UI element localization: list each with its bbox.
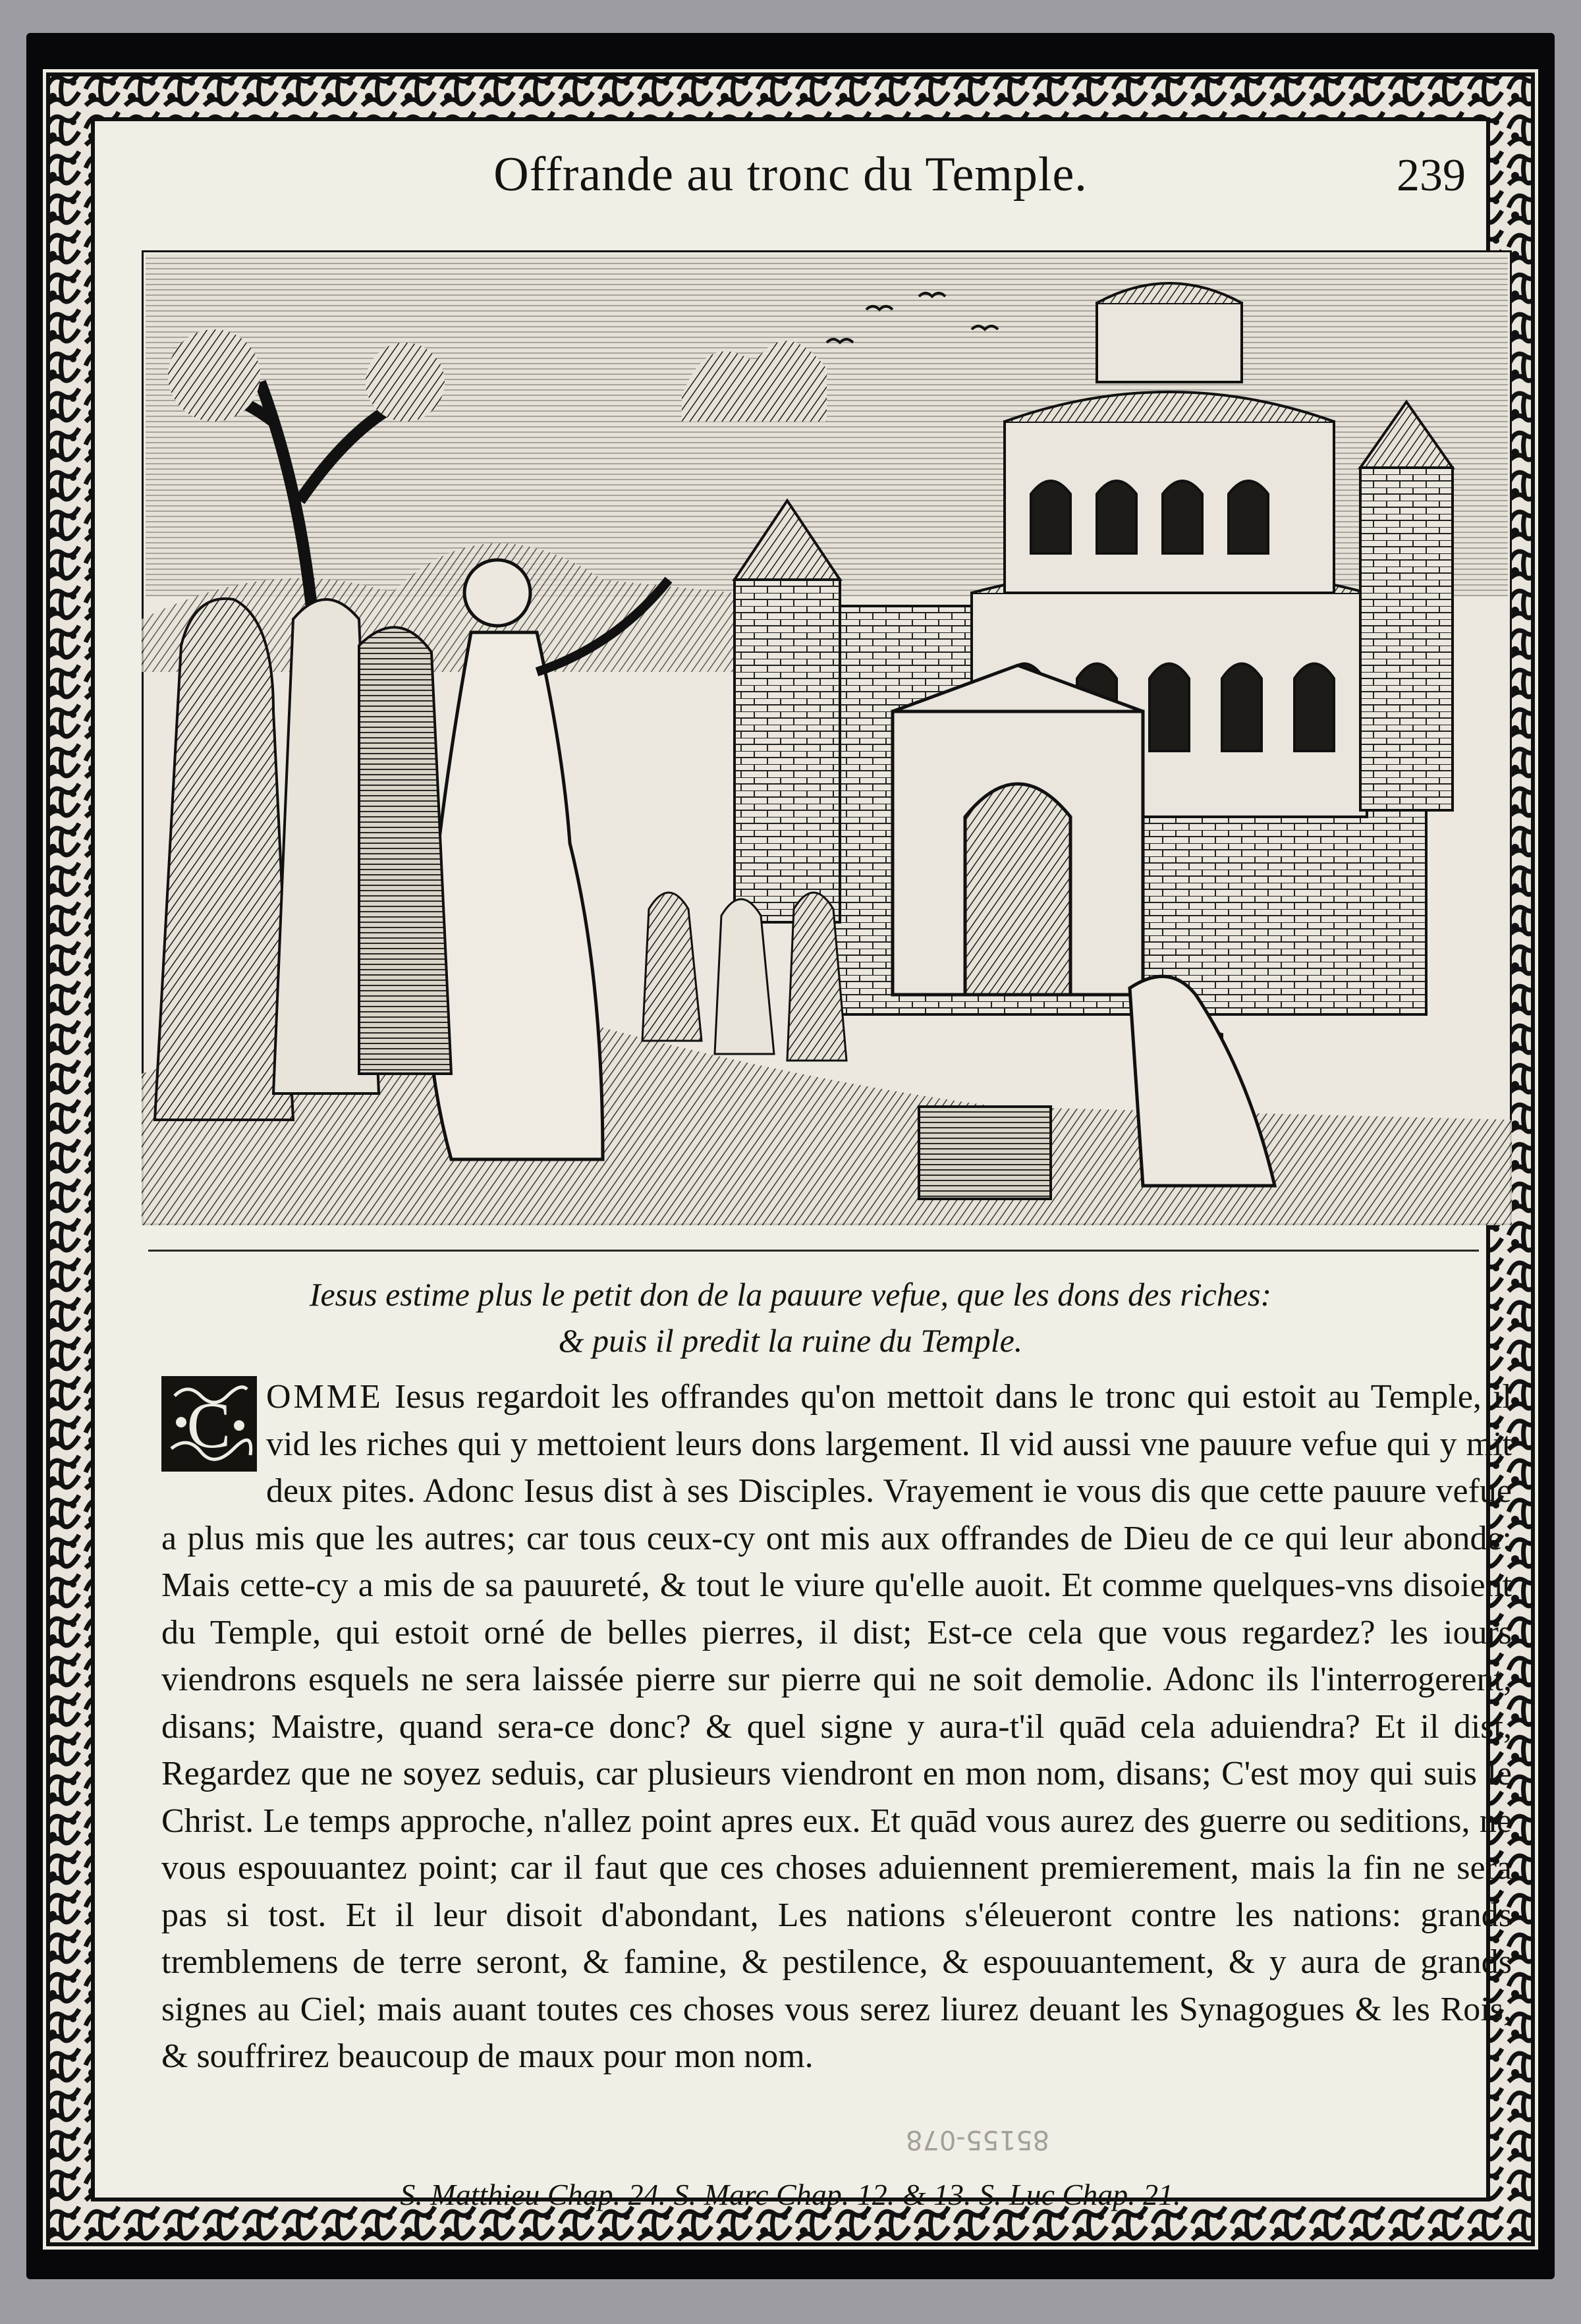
page-inner [96,122,1512,2211]
page-number: 239 [1397,150,1466,201]
page-title: Offrande au tronc du Temple. [493,148,1088,202]
ornamental-dropcap [161,1376,257,1472]
separator-rule [148,1250,1479,1252]
opening-word: OMME [266,1378,383,1416]
caption-line-2: & puis il predit la ruine du Temple. [558,1322,1023,1359]
printed-page [43,69,1538,2250]
caption-line-1: Iesus estime plus le petit don de la pauure vefue, que les dons des riches: [309,1276,1272,1313]
scripture-references: S. Matthieu Chap. 24. S. Marc Chap. 12. & 13. S. Luc Chap. 21. [400,2178,1181,2211]
body-text: Iesus regardoit les offrandes qu'on mettoit dans le tronc qui estoit au Temple, il vid les riches qui y mettoient leurs dons largement. Il vid aussi vne pauure vefue qui y mit deux pites. Adonc Iesus dist à ses Disciples. Vrayement ie vous dis que cette pauure vefue a plus mis que les autres; car tous ceux-cy ont mis aux offrandes de Dieu de ce qui leur abonde: Mais cette-cy a mis de sa pauureté, & tout le viure qu'elle auoit. Et comme quelques-vns disoient du Temple, qui estoit orné de belles pierres, il dist; Est-ce cela que vous regardez? les iours viendrons esquels ne sera laissée pierre sur pierre qui ne soit demolie. Adonc ils l'interrogerent, disans; Maistre, quand sera-ce donc? & quel signe y aura-t'il quād cela aduiendra? Et il dist, Regardez que ne soyez seduis, car plusieurs viendront en mon nom, disans; C'est moy qui suis le Christ. Le temps approche, n'allez point apres eux. Et quād vous aurez des guerre ou seditions, ne vous espouuantez point; car il faut que ces choses aduiennent premierement, mais la fin ne sera pas si tost. Et il leur disoit d'abondant, Les nations s'éleueront contre les nations: grands tremblemens de terre seront, & famine, & pestilence, & espouuantement, & y aura de grands signes au Ciel; mais auant toutes ces choses vous serez liurez deuant les Synagogues & les Rois, & souffrirez beaucoup de maux pour mon nom. [161,1378,1512,2075]
body-paragraph [161,1373,1512,2080]
engraving-caption [96,1271,1485,1364]
woodcut-illustration [142,250,1512,1225]
dropcap-letter: C [186,1389,231,1462]
pencil-annotation: 85155-078 [906,2124,1050,2155]
